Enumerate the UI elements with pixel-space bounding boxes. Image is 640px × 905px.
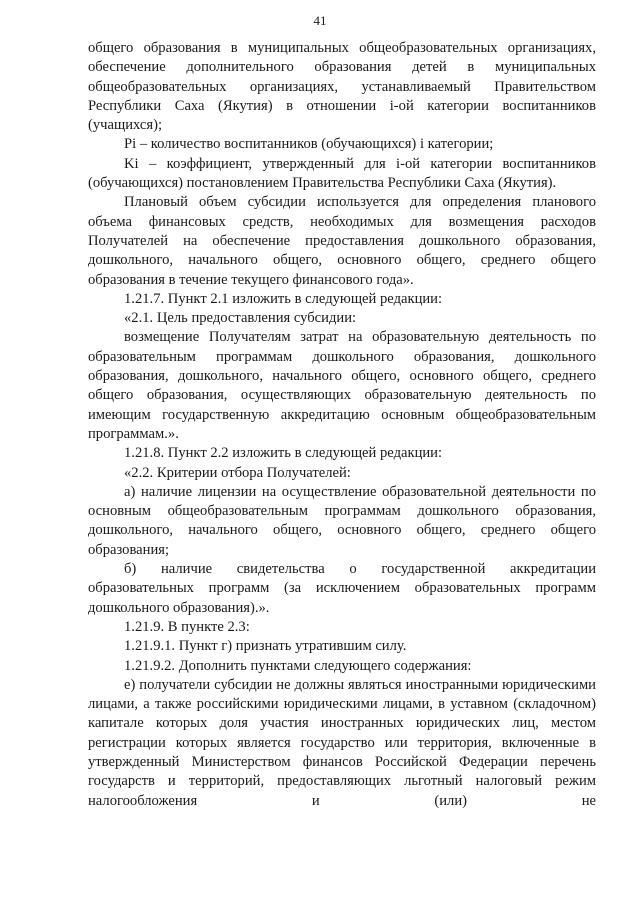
paragraph: 1.21.9.1. Пункт г) признать утратившим силу. bbox=[124, 638, 407, 655]
paragraph: 1.21.9. В пункте 2.3: bbox=[124, 618, 250, 635]
paragraph: 1.21.9.2. Дополнить пунктами следующего содержания: bbox=[124, 657, 472, 674]
paragraph: б) наличие свидетельства о государственной аккредитации образовательных программ (за исключением образовательных программ дошкольного образования).». bbox=[88, 561, 596, 616]
paragraph: а) наличие лицензии на осуществление образовательной деятельности по основным общеобразовательным программам дошкольного образования, дошкольного, начального общего, основного общего, среднего общего образования; bbox=[88, 483, 596, 558]
paragraph: «2.1. Цель предоставления субсидии: bbox=[124, 310, 357, 327]
paragraph: Ki – коэффициент, утвержденный для i-ой категории воспитанников (обучающихся) постановлением Правительства Республики Саха (Якутия). bbox=[88, 155, 596, 192]
paragraph: Pi – количество воспитанников (обучающихся) i категории; bbox=[124, 136, 494, 153]
paragraph: возмещение Получателям затрат на образовательную деятельность по образовательным программам дошкольного образования, дошкольного образования, дошкольного, начального общего, основного общего, среднего общего образования, осуществляющих образовательную деятельность по имеющим государственную аккредитацию основным общеобразовательным программам.». bbox=[88, 329, 596, 442]
paragraph: Плановый объем субсидии используется для определения планового объема финансовых средств, необходимых для возмещения расходов Получателей на обеспечение предоставления дошкольного образования, дошкольного, начального общего, основного общего, среднего общего образования в течение текущего финансового года». bbox=[88, 194, 596, 288]
paragraph: 1.21.7. Пункт 2.1 изложить в следующей редакции: bbox=[124, 290, 443, 307]
paragraph: е) получатели субсидии не должны являться иностранными юридическими лицами, а также российскими юридическими лицами, в уставном (складочном) капитале которых доля участия иностранных юридических лиц, местом регистрации которых является государство или территория, включенные в утвержденный Министерством финансов Российской Федерации перечень государств и территорий, предоставляющих льготный налоговый режим налогообложения и (или) не bbox=[88, 676, 596, 809]
paragraph: 1.21.8. Пункт 2.2 изложить в следующей редакции: bbox=[124, 445, 443, 462]
page-number: 41 bbox=[313, 13, 327, 28]
paragraph: «2.2. Критерии отбора Получателей: bbox=[124, 464, 351, 481]
paragraph: общего образования в муниципальных общеобразовательных организациях, обеспечение дополнительного образования детей в муниципальных общеобразовательных организациях, устанавливаемый Правительством Республики Саха (Якутия) в отношении i-ой категории воспитанников (учащихся); bbox=[88, 40, 596, 134]
body-text bbox=[88, 39, 596, 811]
